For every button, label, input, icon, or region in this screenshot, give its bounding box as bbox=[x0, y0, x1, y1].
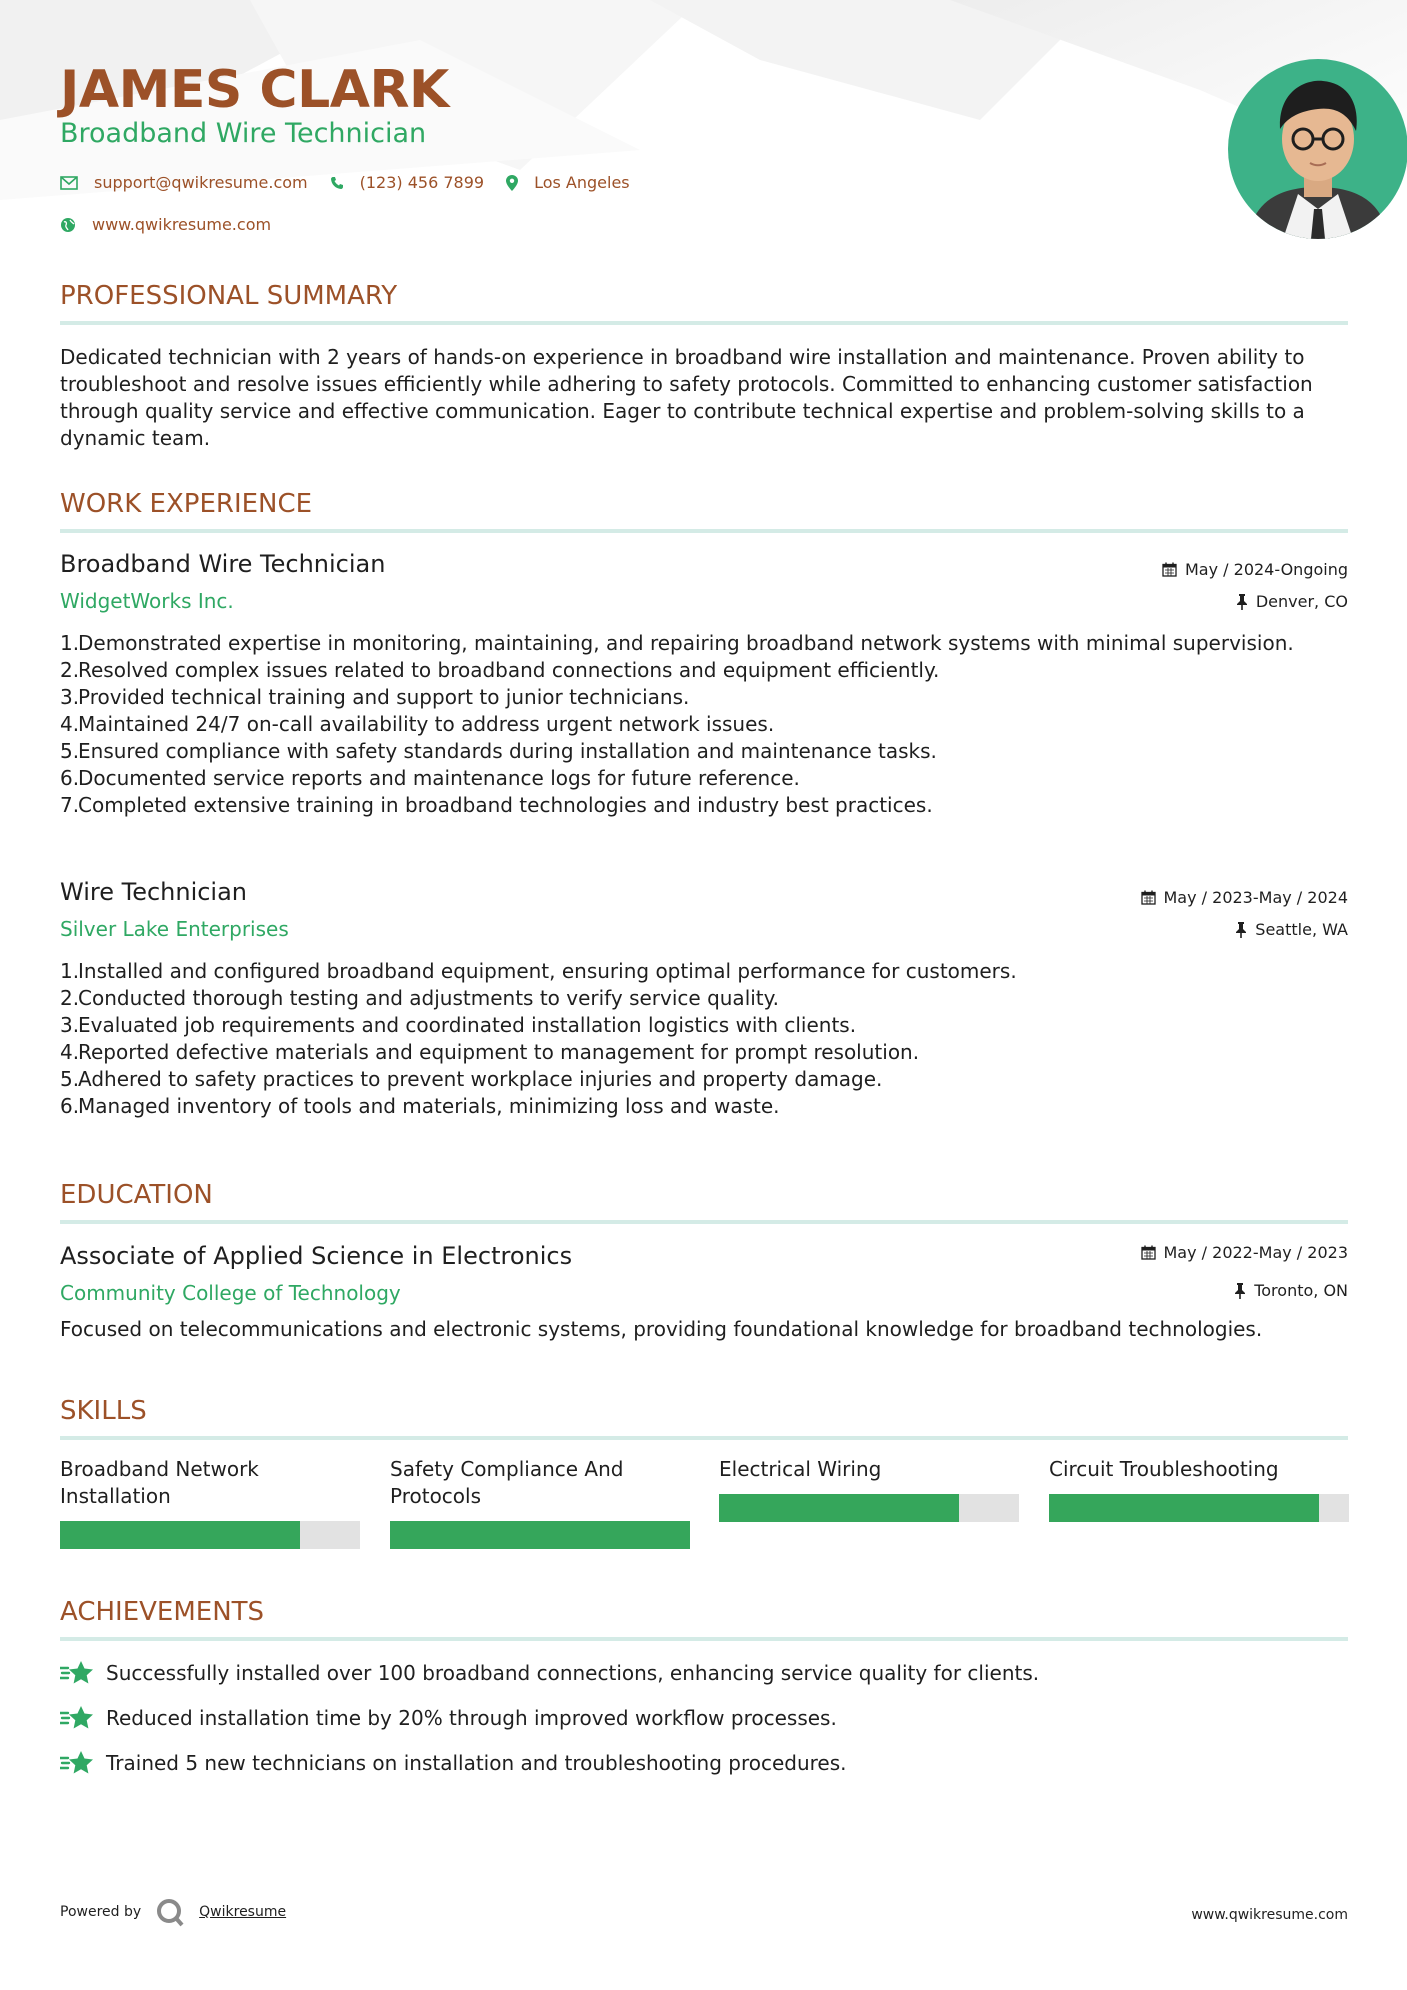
job-location-text: Seattle, WA bbox=[1255, 920, 1348, 939]
responsibility-item bbox=[60, 1093, 1348, 1120]
skill-item bbox=[390, 1456, 690, 1510]
job-dates bbox=[1141, 888, 1349, 907]
item-number: 6. bbox=[60, 766, 80, 790]
section-title-education: EDUCATION bbox=[60, 1180, 213, 1210]
section-divider bbox=[60, 321, 1348, 325]
education-dates-text: May / 2022-May / 2023 bbox=[1163, 1243, 1348, 1262]
pushpin-icon bbox=[1236, 594, 1248, 610]
achievement-item bbox=[60, 1705, 837, 1731]
email-text: support@qwikresume.com bbox=[94, 173, 308, 192]
school-name: Community College of Technology bbox=[60, 1281, 401, 1305]
header-background-swoosh bbox=[0, 0, 1407, 300]
achievement-item bbox=[60, 1660, 1039, 1686]
contact-row bbox=[60, 173, 652, 192]
section-divider bbox=[60, 1220, 1348, 1224]
section-title-experience: WORK EXPERIENCE bbox=[60, 489, 313, 519]
company-name: WidgetWorks Inc. bbox=[60, 589, 234, 613]
skill-label: Safety Compliance And Protocols bbox=[390, 1457, 624, 1508]
item-text: Maintained 24/7 on-call availability to address urgent network issues. bbox=[78, 712, 775, 736]
contact-row-website bbox=[60, 215, 293, 234]
responsibility-item bbox=[60, 1066, 1348, 1093]
envelope-icon bbox=[60, 176, 78, 190]
contact-phone[interactable] bbox=[330, 173, 484, 192]
item-number: 5. bbox=[60, 739, 80, 763]
item-text: Managed inventory of tools and materials, minimizing loss and waste. bbox=[78, 1094, 780, 1118]
phone-text: (123) 456 7899 bbox=[359, 173, 485, 192]
globe-icon bbox=[60, 217, 76, 233]
company-name: Silver Lake Enterprises bbox=[60, 917, 289, 941]
candidate-role: Broadband Wire Technician bbox=[60, 118, 427, 149]
skill-bar bbox=[719, 1494, 1019, 1522]
item-text: Ensured compliance with safety standards during installation and maintenance tasks. bbox=[78, 739, 937, 763]
job-title: Broadband Wire Technician bbox=[60, 550, 386, 578]
section-divider bbox=[60, 1436, 1348, 1440]
qwikresume-logo-icon bbox=[155, 1897, 185, 1927]
skill-bar bbox=[1049, 1494, 1349, 1522]
skill-item bbox=[1049, 1456, 1349, 1483]
skill-label: Broadband Network Installation bbox=[60, 1457, 259, 1508]
section-title-skills: SKILLS bbox=[60, 1396, 147, 1426]
item-number: 3. bbox=[60, 1013, 80, 1037]
education-dates bbox=[1141, 1243, 1349, 1262]
item-number: 7. bbox=[60, 793, 80, 817]
map-pin-icon bbox=[506, 175, 518, 191]
item-text: Evaluated job requirements and coordinated installation logistics with clients. bbox=[78, 1013, 857, 1037]
item-number: 2. bbox=[60, 986, 80, 1010]
pushpin-icon bbox=[1234, 1283, 1246, 1299]
item-number: 1. bbox=[60, 959, 80, 983]
item-number: 4. bbox=[60, 712, 80, 736]
responsibility-item bbox=[60, 738, 1348, 765]
item-text: Resolved complex issues related to broadband connections and equipment efficiently. bbox=[78, 658, 940, 682]
item-text: Demonstrated expertise in monitoring, maintaining, and repairing broadband network systems with minimal supervision. bbox=[78, 631, 1294, 655]
item-number: 1. bbox=[60, 631, 80, 655]
item-text: Provided technical training and support to junior technicians. bbox=[78, 685, 690, 709]
education-location-text: Toronto, ON bbox=[1254, 1281, 1348, 1300]
job-responsibilities bbox=[60, 958, 1348, 1120]
skill-item bbox=[60, 1456, 360, 1510]
contact-website[interactable] bbox=[60, 215, 271, 234]
section-title-achievements: ACHIEVEMENTS bbox=[60, 1597, 265, 1627]
item-number: 5. bbox=[60, 1067, 80, 1091]
job-dates-text: May / 2024-Ongoing bbox=[1185, 560, 1348, 579]
candidate-name: JAMES CLARK bbox=[60, 60, 449, 120]
skill-item bbox=[719, 1456, 1019, 1483]
job-responsibilities bbox=[60, 630, 1348, 819]
achievement-text: Successfully installed over 100 broadband connections, enhancing service quality for clients. bbox=[106, 1661, 1040, 1685]
skill-label: Electrical Wiring bbox=[719, 1457, 882, 1481]
calendar-icon bbox=[1141, 1245, 1156, 1260]
star-achievement-icon bbox=[60, 1705, 94, 1731]
job-dates bbox=[1162, 560, 1348, 579]
skill-label: Circuit Troubleshooting bbox=[1049, 1457, 1279, 1481]
achievement-text: Trained 5 new technicians on installation and troubleshooting procedures. bbox=[106, 1751, 847, 1775]
qwikresume-link[interactable]: Qwikresume bbox=[199, 1904, 287, 1920]
star-achievement-icon bbox=[60, 1750, 94, 1776]
item-number: 2. bbox=[60, 658, 80, 682]
contact-location bbox=[506, 173, 630, 192]
item-number: 4. bbox=[60, 1040, 80, 1064]
responsibility-item bbox=[60, 985, 1348, 1012]
responsibility-item bbox=[60, 765, 1348, 792]
education-description: Focused on telecommunications and electronic systems, providing foundational knowledge for broadband technologies. bbox=[60, 1317, 1263, 1341]
contact-email[interactable] bbox=[60, 173, 308, 192]
calendar-icon bbox=[1162, 562, 1177, 577]
item-text: Reported defective materials and equipment to management for prompt resolution. bbox=[78, 1040, 920, 1064]
achievement-text: Reduced installation time by 20% through improved workflow processes. bbox=[106, 1706, 837, 1730]
item-text: Adhered to safety practices to prevent workplace injuries and property damage. bbox=[78, 1067, 883, 1091]
skill-bar bbox=[60, 1521, 360, 1549]
skill-bar-fill bbox=[60, 1521, 300, 1549]
responsibility-item bbox=[60, 684, 1348, 711]
skill-bar bbox=[390, 1521, 690, 1549]
section-divider bbox=[60, 529, 1348, 533]
pushpin-icon bbox=[1235, 922, 1247, 938]
item-number: 6. bbox=[60, 1094, 80, 1118]
skill-bar-fill bbox=[1049, 1494, 1319, 1522]
responsibility-item bbox=[60, 1039, 1348, 1066]
responsibility-item bbox=[60, 711, 1348, 738]
job-dates-text: May / 2023-May / 2024 bbox=[1163, 888, 1348, 907]
skill-bar-fill bbox=[390, 1521, 690, 1549]
item-text: Installed and configured broadband equipment, ensuring optimal performance for customers. bbox=[78, 959, 1017, 983]
powered-by-text: Powered by bbox=[60, 1904, 142, 1920]
star-achievement-icon bbox=[60, 1660, 94, 1686]
profile-photo bbox=[1228, 59, 1407, 239]
responsibility-item bbox=[60, 657, 1348, 684]
item-text: Documented service reports and maintenance logs for future reference. bbox=[78, 766, 800, 790]
job-location bbox=[1235, 920, 1348, 939]
job-title: Wire Technician bbox=[60, 878, 248, 906]
achievement-item bbox=[60, 1750, 847, 1776]
skill-bar-fill bbox=[719, 1494, 959, 1522]
responsibility-item bbox=[60, 958, 1348, 985]
footer-website[interactable]: www.qwikresume.com bbox=[1191, 1907, 1348, 1923]
degree-title: Associate of Applied Science in Electronics bbox=[60, 1242, 573, 1270]
location-text: Los Angeles bbox=[534, 173, 630, 192]
phone-icon bbox=[330, 176, 344, 190]
website-text: www.qwikresume.com bbox=[92, 215, 272, 234]
item-text: Completed extensive training in broadband technologies and industry best practices. bbox=[78, 793, 933, 817]
responsibility-item bbox=[60, 630, 1348, 657]
responsibility-item bbox=[60, 792, 1348, 819]
item-text: Conducted thorough testing and adjustments to verify service quality. bbox=[78, 986, 779, 1010]
calendar-icon bbox=[1141, 890, 1156, 905]
item-number: 3. bbox=[60, 685, 80, 709]
footer-powered-by bbox=[60, 1897, 286, 1927]
responsibility-item bbox=[60, 1012, 1348, 1039]
section-divider bbox=[60, 1637, 1348, 1641]
job-location-text: Denver, CO bbox=[1255, 592, 1348, 611]
section-title-summary: PROFESSIONAL SUMMARY bbox=[60, 281, 398, 311]
education-location bbox=[1234, 1281, 1348, 1300]
job-location bbox=[1236, 592, 1348, 611]
summary-text: Dedicated technician with 2 years of hands-on experience in broadband wire installation and maintenance. Proven ability to troubleshoot and resolve issues efficiently while adhering to safety protocols. Committed to enhancing customer satisfaction through quality service and effective communication. Eager to contribute technical expertise and problem-solving skills to a dynamic team. bbox=[60, 345, 1313, 450]
